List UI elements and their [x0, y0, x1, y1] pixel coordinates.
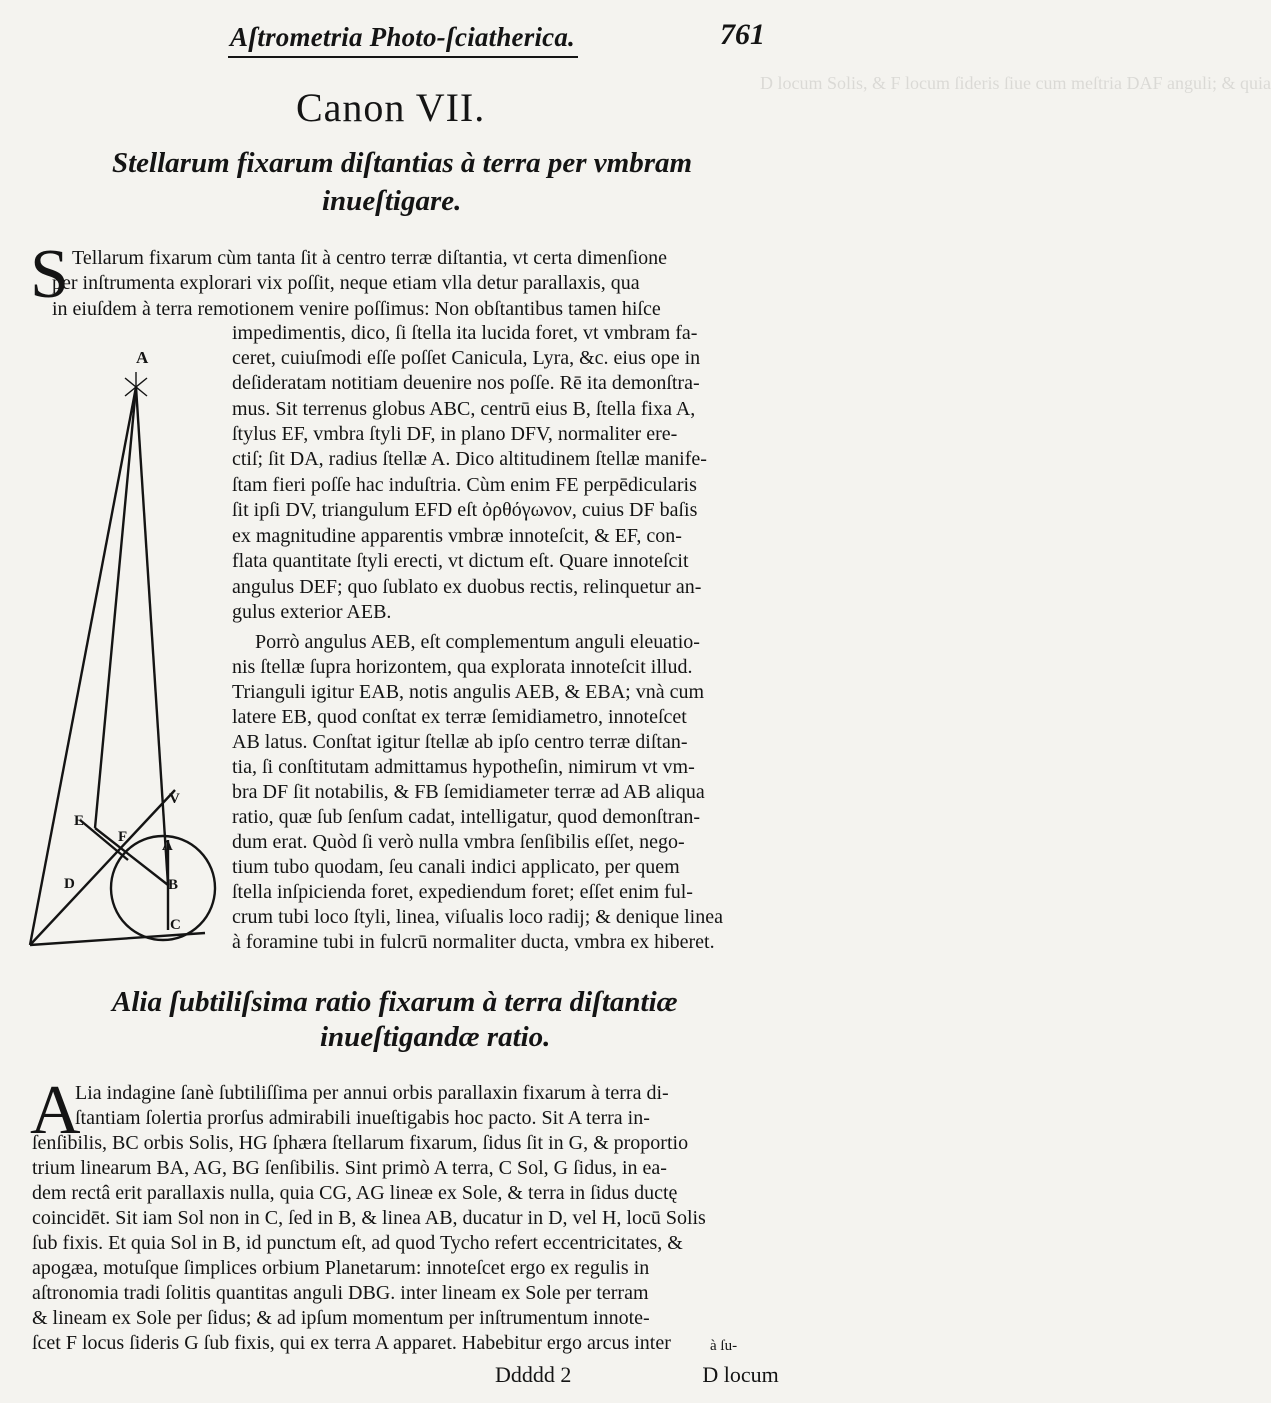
running-head: Aſtrometria Photo-ſciatherica.: [230, 22, 575, 52]
text-line: tia, ſi conſtitutam admittamus hypotheſin, nimirum vt vm-: [232, 756, 695, 778]
line-D-V: [30, 790, 175, 945]
text-line: latere EB, quod conſtat ex terræ ſemidiametro, innoteſcet: [232, 706, 687, 728]
text-line: mus. Sit terrenus globus ABC, centrū eius B, ſtella fixa A,: [232, 398, 696, 420]
ghost-line: D locum Solis, & F locum ſideris ſiue cum meſtria DAF anguli; & quia: [760, 73, 1271, 93]
text-line: Trianguli igitur EAB, notis angulis AEB, & EBA; vnà cum: [232, 681, 705, 703]
text-line: flata quantitate ſtyli erecti, vt dictum eſt. Quare innoteſcit: [232, 550, 689, 572]
line-E-B: [95, 828, 168, 885]
page-number: 761: [720, 18, 765, 51]
text-line: ex magnitudine apparentis vmbræ innoteſcit, & EF, con-: [232, 525, 682, 547]
figure-label-A: A: [136, 348, 149, 367]
text-line: ſtantiam ſolertia prorſus admirabili inueſtigabis hoc pacto. Sit A terra in-: [75, 1107, 650, 1129]
text-line: coincidēt. Sit iam Sol non in C, ſed in B, & linea AB, ducatur in D, vel H, locū Solis: [32, 1207, 706, 1229]
text-line: apogæa, motuſque ſimplices orbium Planetarum: innoteſcet ergo ex regulis in: [32, 1257, 650, 1279]
text-line: deſideratam notitiam deuenire nos poſſe. Rē ita demonſtra-: [232, 372, 700, 394]
figure-label-E: E: [74, 813, 85, 829]
page-footer: [495, 1362, 779, 1388]
text-line: angulus DEF; quo ſublato ex duobus rectis, relinquetur an-: [232, 576, 702, 598]
figure-label-lambda: Λ: [162, 838, 173, 854]
text-line: ſenſibilis, BC orbis Solis, HG ſphæra ſtellarum fixarum, ſidus ſit in G, & proportio: [32, 1132, 689, 1154]
text-line: ſit ipſi DV, triangulum EFD eſt ὀρθόγωνον, cuius DF baſis: [232, 499, 698, 521]
section2-dropcap: A: [30, 1072, 81, 1149]
text-line: Lia indagine ſanè ſubtiliſſima per annui orbis parallaxin fixarum à terra di-: [75, 1082, 669, 1104]
text-line: Tellarum fixarum cùm tanta ſit à centro terræ diſtantia, vt certa dimenſione: [72, 247, 668, 269]
figure-label-D: D: [64, 876, 75, 892]
line-D-base: [30, 933, 205, 945]
section2-title-line1: Alia ſubtiliſsima ratio fixarum à terra diſtantiæ: [112, 986, 678, 1018]
text-line: dem rectâ erit parallaxis nulla, quia CG, AG lineæ ex Sole, & terra in ſidus ductę: [32, 1182, 678, 1204]
text-line: trium linearum BA, AG, BG ſenſibilis. Sint primò A terra, C Sol, G ſidus, in ea-: [32, 1157, 667, 1179]
text-line: ratio, quæ ſub ſenſum cadat, intelligatur, quod demonſtran-: [232, 806, 700, 828]
text-line: ſtam fieri poſſe hac induſtria. Cùm enim FE perpēdicularis: [232, 474, 697, 496]
text-line: per inſtrumenta explorari vix poſſit, neque etiam vlla detur parallaxis, qua: [52, 272, 640, 294]
text-line: ceret, cuiuſmodi eſſe poſſet Canicula, Lyra, &c. eius ope in: [232, 347, 701, 369]
text-line: impedimentis, dico, ſi ſtella ita lucida foret, vt vmbram fa-: [232, 322, 698, 344]
signature-mark: Ddddd 2: [495, 1362, 572, 1387]
text-line: & lineam ex Sole per ſidus; & ad ipſum momentum per inſtrumentum innote-: [32, 1307, 650, 1329]
figure-label-C: C: [170, 917, 181, 933]
section1-dropcap: S: [30, 236, 69, 313]
section2-title-line2: inueſtigandæ ratio.: [320, 1021, 551, 1053]
figure-label-F: F: [118, 829, 128, 845]
text-line: in eiuſdem à terra remotionem venire poſſimus: Non obſtantibus tamen hiſce: [52, 298, 661, 320]
catchword: D locum: [702, 1362, 779, 1387]
text-line: ctiſ; ſit DA, radius ſtellæ A. Dico altitudinem ſtellæ manife-: [232, 448, 707, 470]
text-line: bra DF ſit notabilis, & FB ſemidiameter terræ ad AB aliqua: [232, 781, 705, 803]
section1-title-line1: Stellarum fixarum diſtantias à terra per vmbram: [112, 147, 693, 179]
text-line: à foramine tubi in fulcrū normaliter ducta, vmbra ex hiberet.: [232, 931, 715, 953]
canon-title: Canon VII.: [296, 85, 486, 130]
text-line: ſtella inſpicienda foret, expediendum foret; eſſet enim ful-: [232, 881, 693, 903]
text-line: ſcet F locus ſideris G ſub fixis, qui ex terra A apparet. Habebitur ergo arcus inter: [32, 1332, 671, 1354]
section1-title-line2: inueſtigare.: [322, 185, 462, 217]
text-line: AB latus. Conſtat igitur ſtellæ ab ipſo centro terræ diſtan-: [232, 731, 688, 753]
figure-label-V: V: [169, 791, 180, 807]
text-line: tium tubo quodam, ſeu canali indici applicato, per quem: [232, 856, 680, 878]
text-line: crum tubi loco ſtyli, linea, viſualis loco radij; & denique linea: [232, 906, 723, 928]
text-line: aſtronomia tradi ſolitis quantitas anguli DBG. inter lineam ex Sole per terram: [32, 1282, 649, 1304]
text-line: nis ſtellæ ſupra horizontem, qua explorata innoteſcit illud.: [232, 656, 693, 678]
footer-left-text: à ſu-: [710, 1338, 738, 1354]
text-line: gulus exterior AEB.: [232, 601, 392, 623]
text-line: ſub fixis. Et quia Sol in B, id punctum eſt, ad quod Tycho refert eccentricitates, &: [32, 1232, 683, 1254]
text-line: Porrò angulus AEB, eſt complementum anguli eleuatio-: [255, 631, 700, 653]
star-ray-2: [125, 378, 147, 396]
running-head-rule: [228, 56, 578, 58]
text-line: ſtylus EF, vmbra ſtyli DF, in plano DFV, normaliter ere-: [232, 423, 678, 445]
line-A-B: [136, 387, 168, 885]
line-A-D: [30, 387, 136, 945]
text-line: dum erat. Quòd ſi verò nulla vmbra ſenſibilis eſſet, nego-: [232, 831, 685, 853]
star-ray-1: [125, 378, 147, 396]
line-A-E: [95, 387, 136, 828]
figure-label-B: B: [168, 877, 179, 893]
